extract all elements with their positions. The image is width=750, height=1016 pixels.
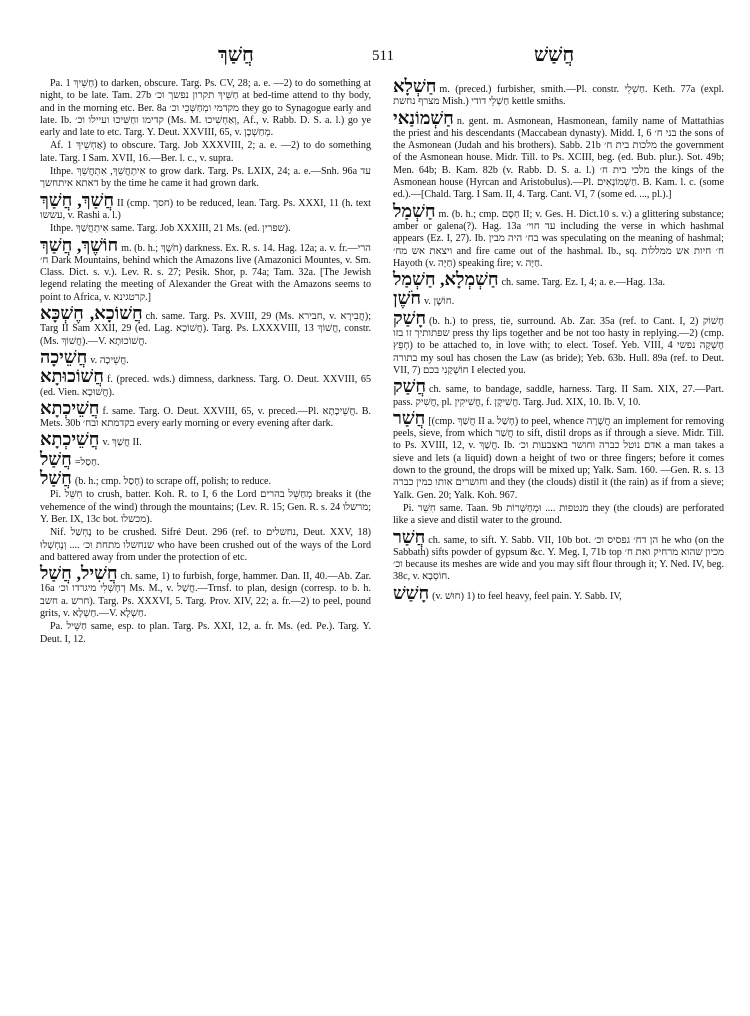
- running-head-right: חֲשַׁשׁ: [534, 44, 575, 66]
- entry-headword: חוֹשֶׁךְ, חֲשַׁךְ: [40, 234, 119, 255]
- dictionary-entry: [40, 189, 371, 223]
- entry-text: II (cmp. חסך) to be reduced, lean. Targ. Ps. XXXI, 11 (h. text עששו, v. Rashi a. l.): [40, 197, 371, 221]
- entry-headword: חֹשֶׁן: [393, 288, 421, 309]
- entry-text: (b. h.; cmp. חָסַל) to scrape off, polish; to reduce.: [74, 476, 272, 488]
- entry-headword: חֲשַׁל: [40, 448, 72, 469]
- entry-headword: חָשַׁשׁ: [393, 582, 430, 603]
- entry-text: m. (preced.) furbisher, smith.—Pl. constr. חַשְׁלֵי. Keth. 77a (expl. מצרף נחשת Mish.) חַשְׁלֵי דודי kettle smiths.: [393, 84, 725, 108]
- entry-text: v. חֲשֵׁיכָה.: [90, 354, 129, 366]
- entry-headword: חֲשֵׁיכָה: [40, 346, 88, 367]
- left-column: [40, 78, 371, 647]
- dictionary-entry: [40, 470, 371, 488]
- dictionary-entry: [393, 407, 725, 502]
- entry-text: Ithpe. אִיתְחֲשֵׁךְ, אִתְחֲשֵׁךְ to grow dark. Targ. Ps. LXIX, 24; a. e.—Snh. 96a עד דאתא איתחשך by the time he came it had grown dark.: [40, 166, 371, 190]
- two-column-body: [40, 78, 724, 647]
- entry-text: Af. אַחְשֵׁיךְ 1) to obscure. Targ. Job XXXVIII, 2; a. e. —2) to do something late. Targ. I Sam. XVII, 16.—Ber. l. c., v. supra.: [40, 140, 371, 164]
- entry-headword: חֲשַׁךְ, חֲשַׁךְ: [40, 189, 115, 210]
- entry-text: ch. same, to bandage, saddle, harness. Targ. II Sam. XIX, 27.—Part. pass. חֲשִׁיק, pl. חֲשִׁיקִין, f. חֲשִׁיקָן. Targ. Jud. XIX, 10. Ib. V, 10.: [393, 384, 724, 408]
- dictionary-entry: [393, 503, 724, 528]
- entry-text: v. חֲשַׁךְ II.: [102, 437, 142, 449]
- dictionary-entry: [393, 200, 724, 270]
- entry-headword: חֲשַׁר: [393, 526, 426, 547]
- dictionary-entry: [40, 565, 371, 620]
- dictionary-entry: [393, 271, 724, 289]
- dictionary-entry: [393, 107, 724, 202]
- entry-headword: חַשְׁמוֹנַאי: [393, 107, 454, 128]
- entry-headword: חַשְׁמְלָא, חַשְׁמַל: [393, 269, 499, 290]
- right-column: [393, 78, 724, 647]
- entry-headword: חַשְׁמַל: [393, 200, 436, 221]
- entry-text: ch. same. Targ. Ez. I, 4; a. e.—Hag. 13a.: [501, 277, 665, 289]
- entry-text: =חַסַל.: [74, 456, 100, 468]
- entry-headword: חַשְׁלָא: [393, 76, 437, 96]
- entry-headword: חֲשַׁל: [40, 468, 72, 489]
- running-head-left: חֲשַׁךְ: [218, 44, 254, 66]
- dictionary-entry: [393, 78, 724, 109]
- entry-text: ch. same. Targ. Ps. XVIII, 29 (Ms. חבירא, v. חֲבִירָא); Targ II Sam XXII, 29 (ed. Lag. חֲשׁוֹכָא). Targ. Ps. LXXXVIII, 13 חֲשׁוֹךְ, constr. (Ms. חֲשׁוֹךְ).—V. חֲשׁוֹכוּתָא.: [40, 311, 372, 347]
- entry-text: f. same. Targ. O. Deut. XXVIII, 65, v. preced.—Pl. חֲשֵׁיכָתָא. B. Mets. 30b בקדמתא ובח׳ every early morning or every evening after dark.: [40, 405, 371, 430]
- entry-text: Pa. חַשֵּׁיךְ 1) to darken, obscure. Targ. Ps. CV, 28; a. e. —2) to do something at night, to be late. Tam. 27b חַשֵּׁיךְ תקרון נפשך וכ׳ at bed-time attend to thy body, and in the morning etc. Ber. 8a מקדמי ומְחַשְּׁכֵי וכ׳ they go to Synagogue early and late. Ib. קדימו וחַשִּׁיכוּ ועיילו וכ׳ (Ms. M. וְאַחְשִׁיכוּ, Af., v. Rabb. D. S. a. l.) go ye early and late to etc. Targ. Y. Deut. XXVIII, 65, v. מְחַשְׁכָן.: [40, 78, 372, 139]
- dictionary-entry: [40, 431, 371, 449]
- dictionary-entry: [40, 368, 371, 399]
- entry-text: m. (b. h.; חֹשֶׁךְ) darkness. Ex. R. s. 14. Hag. 12a; a. v. fr.—הרי ח׳ Dark Mountains, behind which the Amazons live (Amazonici Mountes, v. Sm. Class. Dict. s. v.). Lev. R. s. 27; Pesik. Shor, p. 74a; Tam. 32a. [The Jewish legend relating the meeting of Alexander the Great with the Amazons seems to point to Africa, v. קרטגינא.]: [40, 242, 371, 303]
- entry-text: f. (preced. wds.) dimness, darkness. Targ. O. Deut. XXVIII, 65 (ed. Vien. חֲשׁוּכָא).: [40, 374, 371, 398]
- dictionary-entry: [40, 78, 371, 139]
- dictionary-entry: [40, 489, 371, 526]
- dictionary-entry: [40, 223, 371, 235]
- entry-headword: חֲשׁוֹכוּתָא: [40, 366, 104, 387]
- dictionary-entry: [40, 166, 371, 191]
- dictionary-entry: [40, 305, 371, 348]
- entry-text: n. gent. m. Asmonean, Hasmonean, family name of Mattathias the priest and his descendants (Maccabean dynasty). Midd. I, 6 בני ח׳ the sons of the Asmonean (Judah and his brothers). Sabb. 21b מלכות בית ח׳ the government of the Asmonean house. Midr. Till. to Ps. XCIII, beg. (ed. Bub. plur.). Sot. 49b; Men. 64b; B. Kam. 82b (v. Rabb. D. S. a. l.) מלכי בית ח׳ the kings of the Asmonean house (Hyrcan and Aristobulus).—Pl. חַשְׁמוֹנָאִים. B. Kam. l. c. (some ed.).—[Chald. Targ. I Sam. II, 4. Targ. Cant. VI, 7 (some ed. ..., pl.).]: [393, 115, 724, 201]
- entry-headword: חֲשִׁיל, חֲשַׁל: [40, 563, 118, 584]
- dictionary-entry: [40, 527, 371, 564]
- entry-text: Pi. חִשֵּׁר same. Taan. 9b מנטפות .... וּמְחַשְּׁרוֹת they (the clouds) are perforated like a sieve and distil water to the ground.: [393, 502, 725, 527]
- dictionary-entry: [393, 290, 724, 308]
- entry-text: ch. same, 1) to furbish, forge, hammer. Dan. II, 40.—Ab. Zar. 16a דְחָשְׁלִי מיגרדו וכ׳ Ms. M., v. חֲשַׁל.—Trnsf. to plan, design (corresp. to b. h. חשב a. חרש). Targ. Ps. XXXVI, 5. Targ. Prov. XIV, 22; a. fr.—2) to peel, pound grits, v. חַשְׁלָא.—V. חַשְׁלָא.: [40, 571, 371, 619]
- entry-text: m. (b. h.; cmp. חַסָם II; v. Ges. H. Dict.10 s. v.) a glittering substance; amber or galena(?). Hag. 13a עד חוי׳ including the verse in which hashmal appears (Ez. I, 27). Ib. בח׳ היה מבין was speculating on the meaning of hashmal; ויצאת אש מח׳ and fire came out of the hashmal. Ib., sq. ח׳ חיות אש ממללות Hayoth (v. חַיָּה) speaking fire; v. חַיָּה.: [393, 208, 724, 269]
- dictionary-entry: [393, 526, 725, 584]
- dictionary-entry: [40, 346, 371, 367]
- entry-headword: חָשַׁק: [393, 307, 427, 328]
- entry-headword: חֲשַׁר: [393, 407, 426, 428]
- entry-text: (v. חוּשׁ) 1) to feel heavy, feel pain. Y. Sabb. IV,: [432, 590, 622, 602]
- entry-text: Nif. נֶחְשַׁל to be crushed. Sifré Deut. 296 (ref. to נחשלים, Deut. XXV, 18) שנחשלו מתחת וכ׳ .... וְנֶחְשְׁלוּ who have been crushed out of the ways of the Lord and battered away from under the protection of etc.: [40, 527, 371, 563]
- entry-headword: חֲשׁוֹכָא, חֶשְׁכָּא: [40, 303, 143, 324]
- dictionary-entry: [393, 582, 724, 603]
- dictionary-entry: [40, 140, 371, 165]
- entry-headword: חֲשֵׁיכְתָא: [40, 397, 100, 418]
- entry-text: Pa. חַשֵּׁיל same, esp. to plan. Targ. Ps. XXI, 12, a. fr. Ms. (ed. Pe.). Targ. Y. Deut. I, 12.: [40, 621, 371, 645]
- dictionary-entry: [393, 307, 725, 377]
- entry-headword: חֲשַׁק: [393, 376, 427, 397]
- entry-text: ch. same, to sift. Y. Sabb. VII, 10b bot. הן דח׳ גפסיס וכ׳ he who (on the Sabbath) sifts powder of gypsum &c. Y. Meg. I, 71b top מכיון שהוא מרחיק ואת ח׳ וכ׳ because its meshes are wide and you may sift flour through it; Y. Ned. IV, beg. 38c, v. חוֹסְבָא.: [393, 534, 725, 583]
- dictionary-entry: [40, 621, 371, 646]
- page-header: [40, 44, 724, 78]
- dictionary-entry: [40, 234, 371, 304]
- page-number: 511: [372, 48, 394, 64]
- entry-text: Pi. חִשֵּׁל to crush, batter. Koh. R. to I, 6 the Lord מְחַשֵּׁל בהרים breaks it (the vehemence of the wind) through the mountains; (Lev. R. 15; Gen. R. s. 24 מרשלו; Y. Ber. IX, 13c bot. מכשלו).: [40, 489, 371, 525]
- dictionary-entry: [393, 378, 724, 409]
- dictionary-entry: [40, 397, 371, 431]
- entry-text: (b. h.) to press, tie, surround. Ab. Zar. 35a (ref. to Cant. I, 2) חָשׁוֹק שפתותיך זו בזו press thy lips together and be not too hasty in replying.—2) (cmp. חָפֵץ) to be attached to, in love with; to elect. Tosef. Yeb. VIII, 4 חָשְׁקָה נפשי בתורה my soul has chosen the Law (as bride); Yeb. 63b. Hull. 89a (ref. to Deut. VII, 7) חוֹשְׁקַנִי בכם I elected you.: [393, 315, 725, 376]
- entry-text: v. חוֹשֶׁן.: [423, 296, 455, 308]
- entry-text: [(cmp. חֲשַׁךְ II a. חָשַׁל) to peel, whence חֲשָׁרָה an implement for removing peels, sieve, from which חֲשַׁר to sift, distil drops as if through a sieve. Midr. Till. to Ps. XVIII, 12, v. חֲשַׁךְ. Ib. אדם נוטל כברה וחושר באצבעות וכ׳ a man takes a sieve and lets (a liquid) down a height of two or three fingers; before it comes down to the ground, the drops will be mixed up; Yalk. Sam. 160. —Gen. R. s. 13 וחושרים אותו כמין כברה and they (the clouds) distil it (the rain) as if from a sieve; Yalk. Gen. 20; Yalk. Koh. 967.: [393, 415, 725, 501]
- dictionary-entry: [40, 448, 371, 469]
- entry-headword: חֲשֵׁיכְתָא: [40, 429, 100, 450]
- entry-text: Ithpe. אִיתְחֲשַׁךְ same. Targ. Job XXXIII, 21 Ms. (ed. שפרין).: [50, 223, 291, 235]
